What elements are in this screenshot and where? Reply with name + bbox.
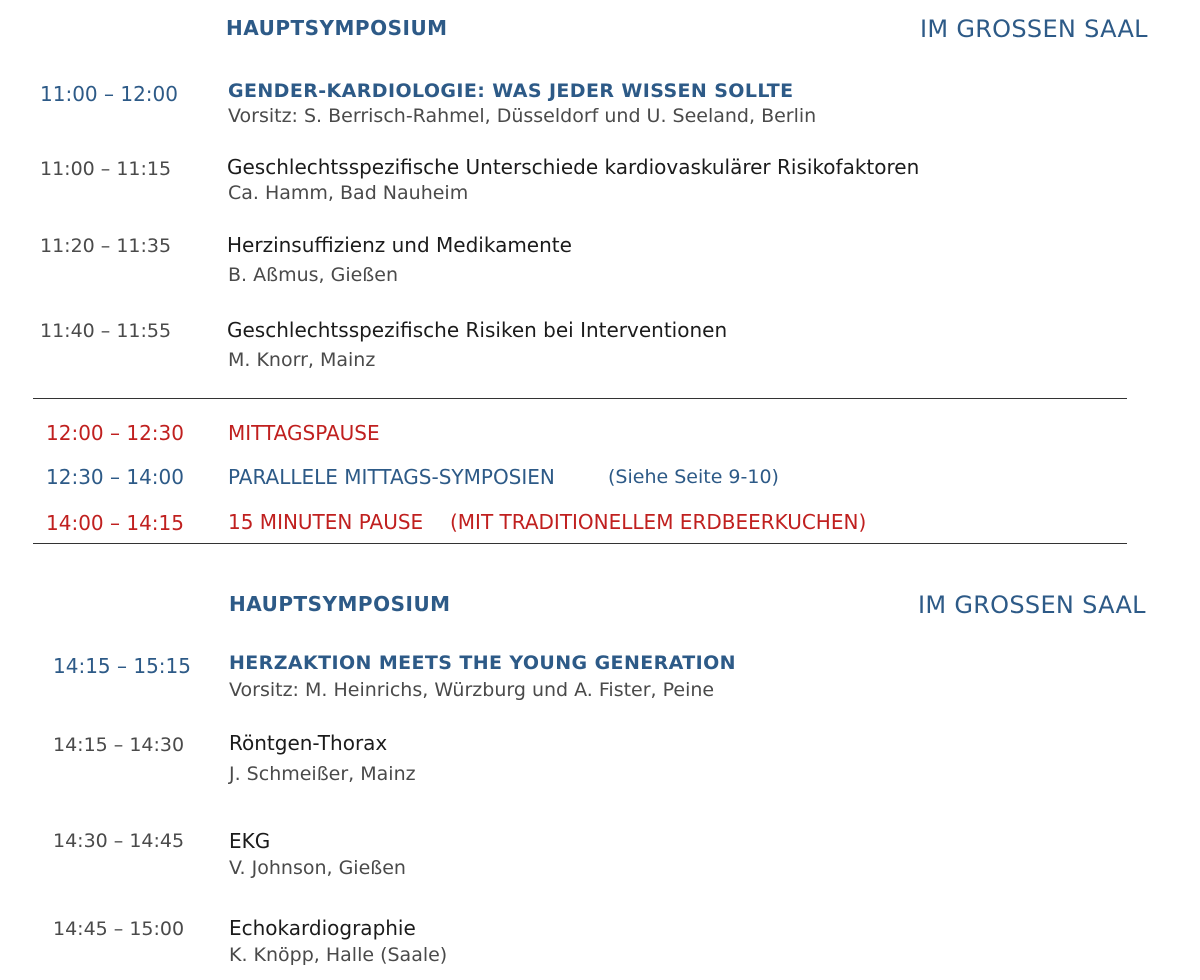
talk-time: 11:00 – 11:15: [40, 158, 172, 180]
talk-title: Geschlechtsspezifische Risiken bei Interventionen: [227, 318, 728, 342]
parallel-note: (Siehe Seite 9-10): [608, 466, 779, 488]
talk-time: 14:30 – 14:45: [53, 830, 185, 852]
talk-speaker: Ca. Hamm, Bad Nauheim: [228, 182, 469, 204]
section2-room: IM GROSSEN SAAL: [918, 591, 1146, 619]
lunch-time: 12:00 – 12:30: [46, 421, 184, 445]
talk-speaker: J. Schmeißer, Mainz: [229, 763, 416, 785]
talk-title: Röntgen-Thorax: [229, 731, 388, 755]
talk-title: Herzinsuffizienz und Medikamente: [227, 233, 572, 257]
section2-session-chairs: Vorsitz: M. Heinrichs, Würzburg und A. Fister, Peine: [229, 679, 715, 701]
section1-session-time: 11:00 – 12:00: [40, 82, 178, 106]
talk-speaker: V. Johnson, Gießen: [229, 857, 406, 879]
pause-label: 15 MINUTEN PAUSE: [228, 510, 424, 534]
talk-time: 14:45 – 15:00: [53, 918, 185, 940]
parallel-time: 12:30 – 14:00: [46, 465, 184, 489]
pause-note: (MIT TRADITIONELLEM ERDBEERKUCHEN): [450, 510, 867, 534]
talk-title: Geschlechtsspezifische Unterschiede kardiovaskulärer Risikofaktoren: [227, 155, 920, 179]
section1-session-chairs: Vorsitz: S. Berrisch-Rahmel, Düsseldorf und U. Seeland, Berlin: [228, 105, 817, 127]
section1-session-title: GENDER-KARDIOLOGIE: WAS JEDER WISSEN SOLLTE: [228, 80, 794, 102]
talk-speaker: B. Aßmus, Gießen: [228, 264, 398, 286]
talk-time: 11:20 – 11:35: [40, 235, 172, 257]
section1-header: HAUPTSYMPOSIUM: [226, 16, 448, 40]
talk-speaker: K. Knöpp, Halle (Saale): [229, 944, 448, 966]
parallel-label: PARALLELE MITTAGS-SYMPOSIEN: [228, 465, 555, 489]
lunch-label: MITTAGSPAUSE: [228, 421, 380, 445]
talk-time: 14:15 – 14:30: [53, 734, 185, 756]
section1-room: IM GROSSEN SAAL: [920, 15, 1148, 43]
talk-title: EKG: [229, 829, 271, 853]
talk-title: Echokardiographie: [229, 916, 416, 940]
talk-time: 11:40 – 11:55: [40, 320, 172, 342]
pause-time: 14:00 – 14:15: [46, 511, 184, 535]
section2-header: HAUPTSYMPOSIUM: [229, 592, 451, 616]
talk-speaker: M. Knorr, Mainz: [228, 349, 376, 371]
divider-bottom: [33, 543, 1127, 544]
section2-session-title: HERZAKTION MEETS THE YOUNG GENERATION: [229, 652, 736, 674]
divider-top: [33, 398, 1127, 399]
section2-session-time: 14:15 – 15:15: [53, 654, 191, 678]
